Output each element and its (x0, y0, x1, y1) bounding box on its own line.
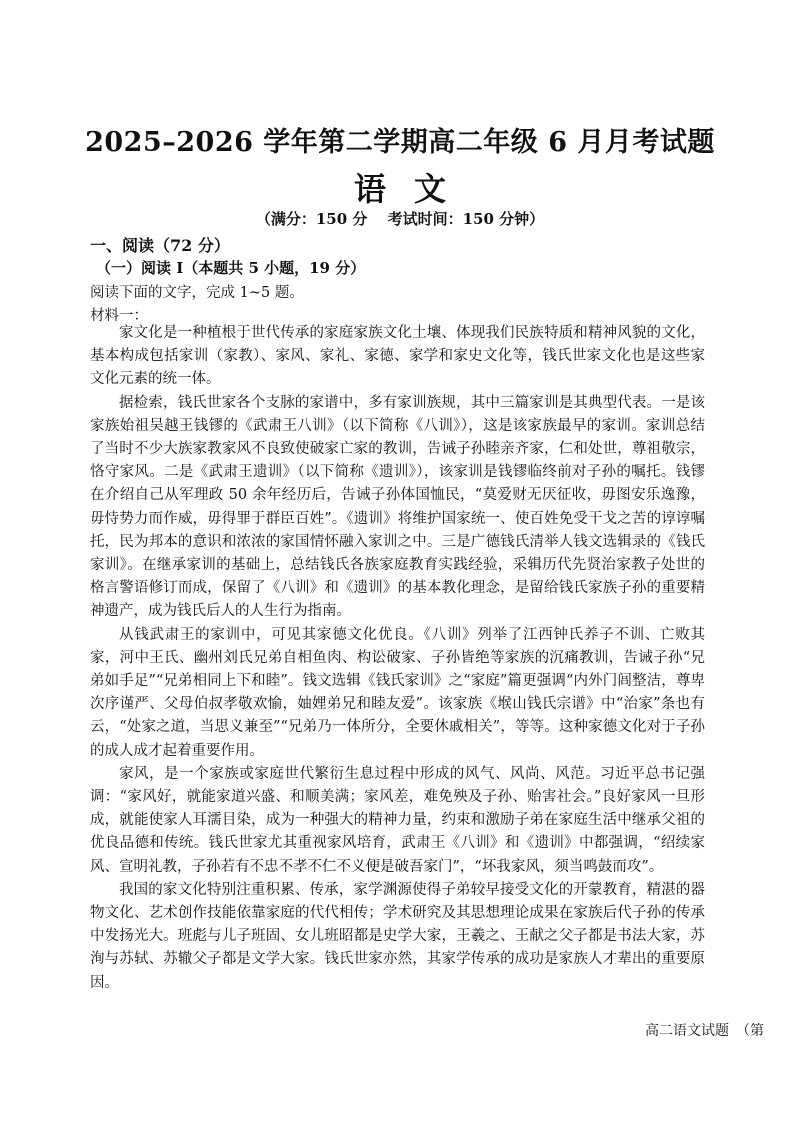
exam-title: 2025–2026 学年第二学期高二年级 6 月月考试题 (85, 127, 715, 158)
passage-body (90, 322, 705, 995)
material-label: 材料一： (90, 308, 148, 324)
section-heading: 一、阅读（72 分） (90, 236, 230, 255)
paragraph: 家风，是一个家族或家庭世代繁衍生息过程中形成的风气、风尚、风范。习近平总书记强调：“家风好，就能家道兴盛、和顺美满；家风差，难免殃及子孙、贻害社会。”良好家风一旦形成，就能使家人耳濡目染，成为一种强大的精神力量，约束和激励子弟在家庭生活中继承父祖的优良品德和传统。钱氏世家尤其重视家风培育，武肃王《八训》和《遗训》中都强调，“绍续家风、宣明礼教，子孙若有不忠不孝不仁不义便是破吾家门”，“坏我家风，须当鸣鼓而攻”。 (90, 765, 705, 875)
paragraph: 据检索，钱氏世家各个支脉的家谱中，多有家训族规，其中三篇家训是其典型代表。一是该家族始祖吴越王钱镠的《武肃王八训》（以下简称《八训》），这是该家族最早的家训。家训总结了当时不少大族家教家风不良致使破家亡家的教训，告诫子孙睦亲齐家，仁和处世，尊祖敬宗，恪守家风。二是《武肃王遗训》（以下简称《遗训》），该家训是钱镠临终前对子孙的嘱托。钱镠在介绍自己从军理政 50 余年经历后，告诫子孙体国恤民，“莫爱财无厌征收，毋图安乐逸豫，毋恃势力而作威，毋得罪于群臣百姓”。《遗训》将维护国家统一、使百姓免受干戈之苦的谆谆嘱托，民为邦本的意识和浓浓的家国情怀融入家训之中。三是广德钱氏清举人钱文选辑录的《钱氏家训》。在继承家训的基础上，总结钱氏各族家庭教育实践经验，采辑历代先贤治家教子处世的格言警语修订而成，保留了《八训》和《遗训》的基本教化理念，是留给钱氏家族子孙的重要精神遗产，成为钱氏后人的人生行为指南。 (90, 394, 705, 620)
paragraph: 我国的家文化特别注重积累、传承，家学渊源使得子弟较早接受文化的开蒙教育，精湛的器物文化、艺术创作技能依靠家庭的代代相传；学术研究及其思想理论成果在家族后代子孙的传承中发扬光大。班彪与儿子班固、女儿班昭都是史学大家，王羲之、王献之父子都是书法大家，苏洵与苏轼、苏辙父子都是文学大家。钱氏世家亦然，其家学传承的成功是家族人才辈出的重要原因。 (90, 881, 705, 991)
subsection-heading: （一）阅读 I（本题共 5 小题，19 分） (96, 259, 366, 277)
paragraph: 家文化是一种植根于世代传承的家庭家族文化土壤、体现我们民族特质和精神风貌的文化，基本构成包括家训（家教）、家风、家礼、家德、家学和家史文化等，钱氏世家文化也是这些家文化元素的统一体。 (90, 325, 705, 388)
subject-title: 语文 (353, 170, 474, 208)
exam-meta: （满分：150 分 考试时间：150 分钟） (255, 210, 545, 228)
paragraph: 从钱武肃王的家训中，可见其家德文化优良。《八训》列举了江西钟氏养子不训、亡败其家，河中王氏、幽州刘氏兄弟自相鱼肉、构讼破家、子孙皆绝等家族的沉痛教训，告诫子孙“兄弟如手足”“兄弟相同上下和睦”。钱文选辑《钱氏家训》之“家庭”篇更强调“内外门闾整洁，尊卑次序谨严、父母伯叔孝敬欢愉，妯娌弟兄和睦友爱”。该家族《堠山钱氏宗谱》中“治家”条也有云，“处家之道，当思义兼至”“兄弟乃一体所分，全要休戚相关”，等等。这种家德文化对于子孙的成人成才起着重要作用。 (90, 626, 705, 759)
page-footer: 高二语文试题 （第 (645, 1023, 764, 1039)
instruction-text: 阅读下面的文字，完成 1~5 题。 (90, 285, 304, 301)
